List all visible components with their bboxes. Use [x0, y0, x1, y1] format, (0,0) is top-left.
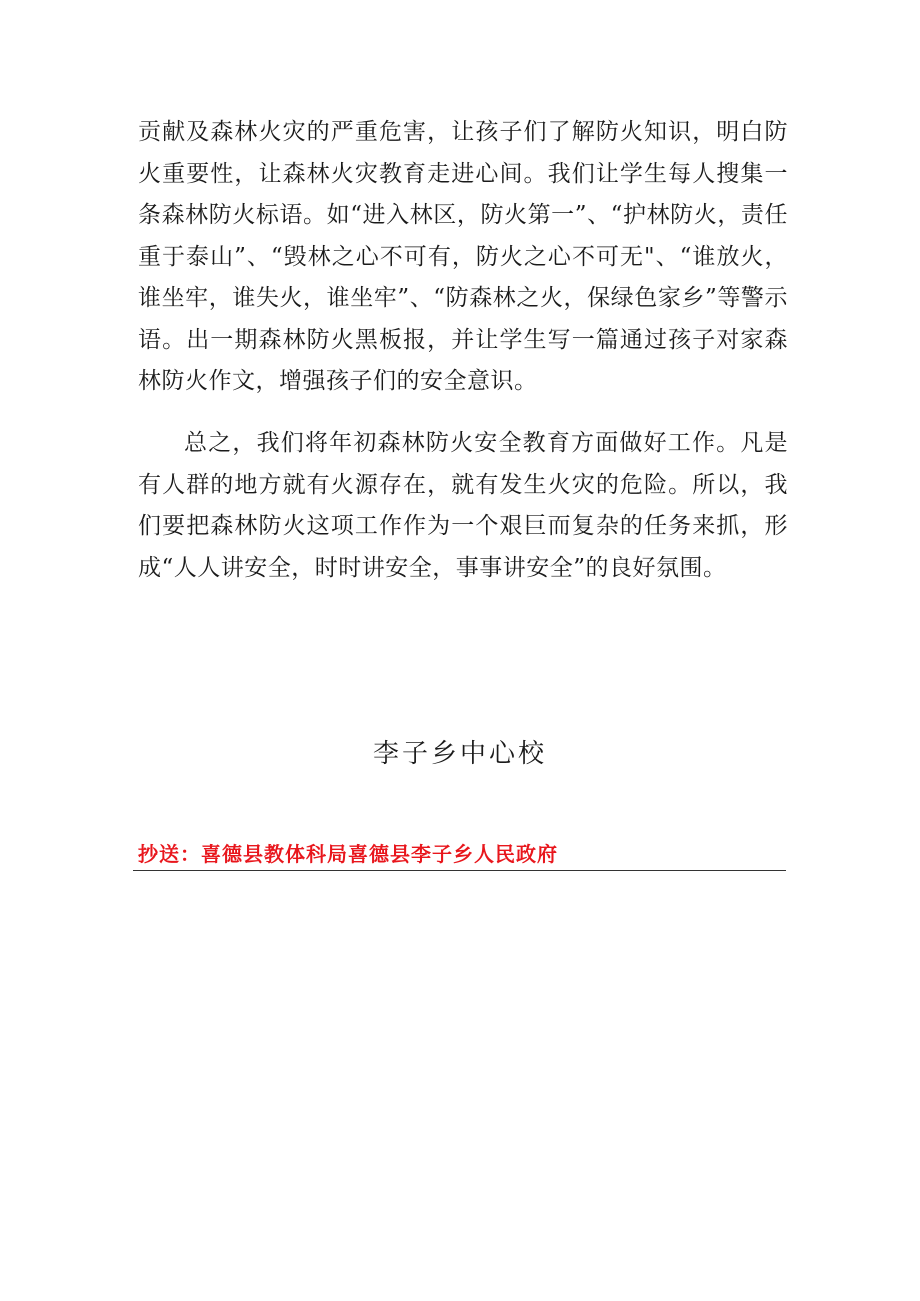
cc-block — [133, 840, 786, 871]
cc-line: 抄送：喜德县教体科局喜德县李子乡人民政府 — [138, 842, 558, 866]
body-paragraph-2: 总之，我们将年初森林防火安全教育方面做好工作。凡是有人群的地方就有火源存在，就有发生火灾的危险。所以，我们要把森林防火这项工作作为一个艰巨而复杂的任务来抓，形成“人人讲安全，时时讲安全，事事讲安全”的良好氛围。 — [138, 430, 788, 581]
body-paragraph-1: 贡献及森林火灾的严重危害，让孩子们了解防火知识，明白防火重要性，让森林火灾教育走进心间。我们让学生每人搜集一条森林防火标语。如“进入林区，防火第一”、“护林防火，责任重于泰山”、“毁林之心不可有，防火之心不可无"、“谁放火，谁坐牢，谁失火，谁坐牢”、“防森林之火，保绿色家乡”等警示语。出一期森林防火黑板报，并让学生写一篇通过孩子对家森林防火作文，增强孩子们的安全意识。 — [138, 119, 788, 394]
signature-school-name: 李子乡中心校 — [372, 739, 547, 769]
